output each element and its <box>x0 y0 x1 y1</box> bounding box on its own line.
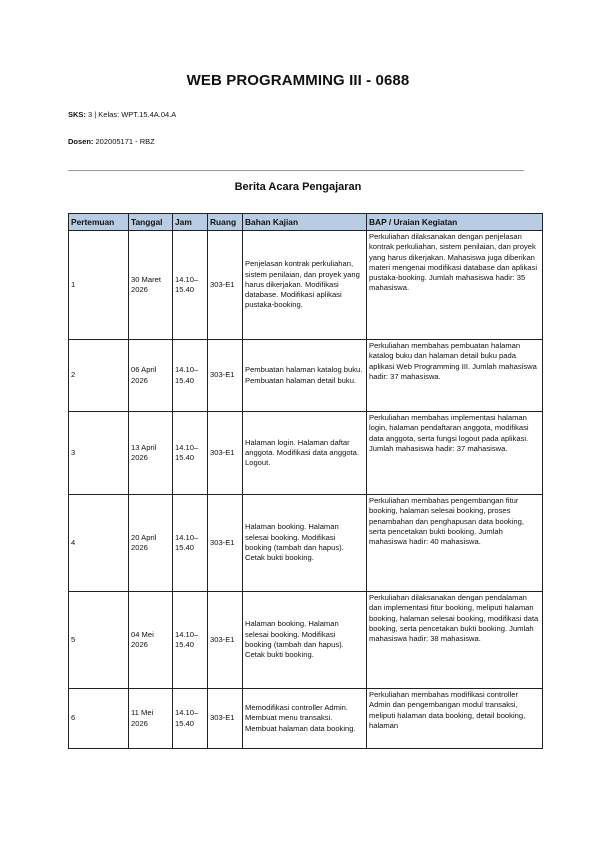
cell-bahan-kajian: Pembuatan halaman katalog buku. Pembuatan halaman detail buku. <box>243 340 367 412</box>
table-row <box>69 495 543 592</box>
cell-pertemuan: 3 <box>69 412 129 495</box>
cell-bahan-kajian: Halaman login. Halaman daftar anggota. Modifikasi data anggota. Logout. <box>243 412 367 495</box>
header-bap: BAP / Uraian Kegiatan <box>367 214 543 231</box>
cell-jam: 14.10–15.40 <box>173 412 208 495</box>
cell-tanggal: 11 Mei 2026 <box>129 689 173 749</box>
teaching-report-table <box>68 213 543 749</box>
divider <box>68 170 524 171</box>
cell-bap: Perkuliahan dilaksanakan dengan penjelasan kontrak perkuliahan, sistem penilaian, dan proyek yang harus dikerjakan. Mahasiswa juga diberikan materi mengenai modifikasi database dan aplikasi pustaka-booking. Jumlah mahasiswa hadir: 35 mahasiswa. <box>367 231 543 340</box>
cell-jam: 14.10–15.40 <box>173 592 208 689</box>
cell-ruang: 303-E1 <box>208 689 243 749</box>
cell-tanggal: 06 April 2026 <box>129 340 173 412</box>
cell-bap: Perkuliahan membahas implementasi halaman login, halaman pendaftaran anggota, modifikasi data anggota, serta fungsi logout pada aplikasi. Jumlah mahasiswa hadir: 37 mahasiswa. <box>367 412 543 495</box>
table-row <box>69 412 543 495</box>
cell-tanggal: 13 April 2026 <box>129 412 173 495</box>
table-row <box>69 689 543 749</box>
cell-bahan-kajian: Halaman booking. Halaman selesai booking. Modifikasi booking (tambah dan hapus). Cetak bukti booking. <box>243 592 367 689</box>
cell-tanggal: 20 April 2026 <box>129 495 173 592</box>
class-info-line <box>68 110 176 119</box>
cell-bap: Perkuliahan dilaksanakan dengan pendalaman dan implementasi fitur booking, meliputi halaman booking, halaman selesai booking, modifikasi data booking, serta pencetakan bukti booking. Jumlah mahasiswa hadir: 38 mahasiswa. <box>367 592 543 689</box>
cell-ruang: 303-E1 <box>208 231 243 340</box>
table-row <box>69 340 543 412</box>
cell-ruang: 303-E1 <box>208 340 243 412</box>
cell-bahan-kajian: Halaman booking. Halaman selesai booking. Modifikasi booking (tambah dan hapus). Cetak bukti booking. <box>243 495 367 592</box>
table-header-row <box>69 214 543 231</box>
sks-label: SKS: <box>68 110 86 119</box>
cell-ruang: 303-E1 <box>208 412 243 495</box>
document-title: WEB PROGRAMMING III - 0688 <box>186 72 410 89</box>
cell-bap: Perkuliahan membahas pembuatan halaman katalog buku dan halaman detail buku pada aplikasi Web Programming III. Jumlah mahasiswa hadir: 37 mahasiswa. <box>367 340 543 412</box>
cell-jam: 14.10–15.40 <box>173 340 208 412</box>
cell-pertemuan: 5 <box>69 592 129 689</box>
sks-class-value: 3 | Kelas: WPT.15.4A.04.A <box>88 110 177 119</box>
header-tanggal: Tanggal <box>129 214 173 231</box>
cell-tanggal: 04 Mei 2026 <box>129 592 173 689</box>
header-jam: Jam <box>173 214 208 231</box>
cell-pertemuan: 6 <box>69 689 129 749</box>
table-row <box>69 592 543 689</box>
dosen-label: Dosen: <box>68 137 94 146</box>
cell-bap: Perkuliahan membahas pengembangan fitur booking, halaman selesai booking, proses penambahan dan penghapusan data booking, serta pencetakan bukti booking. Jumlah mahasiswa hadir: 40 mahasiswa. <box>367 495 543 592</box>
cell-bahan-kajian: Memodifikasi controller Admin. Membuat menu transaksi. Membuat halaman data booking. <box>243 689 367 749</box>
table-row <box>69 231 543 340</box>
header-ruang: Ruang <box>208 214 243 231</box>
cell-tanggal: 30 Maret 2026 <box>129 231 173 340</box>
dosen-value: 202005171 - RBZ <box>95 137 155 146</box>
cell-jam: 14.10–15.40 <box>173 231 208 340</box>
cell-ruang: 303-E1 <box>208 495 243 592</box>
header-bahan-kajian: Bahan Kajian <box>243 214 367 231</box>
cell-jam: 14.10–15.40 <box>173 689 208 749</box>
section-title: Berita Acara Pengajaran <box>234 181 362 193</box>
cell-jam: 14.10–15.40 <box>173 495 208 592</box>
cell-pertemuan: 1 <box>69 231 129 340</box>
lecturer-line <box>68 137 155 146</box>
cell-bap: Perkuliahan membahas modifikasi controller Admin dan pengembangan modul transaksi, meliputi halaman data booking, detail booking, halaman <box>367 689 543 749</box>
cell-bahan-kajian: Penjelasan kontrak perkuliahan, sistem penilaian, dan proyek yang harus dikerjakan. Modifikasi database. Modifikasi aplikasi pustaka-booking. <box>243 231 367 340</box>
cell-pertemuan: 4 <box>69 495 129 592</box>
cell-ruang: 303-E1 <box>208 592 243 689</box>
cell-pertemuan: 2 <box>69 340 129 412</box>
header-pertemuan: Pertemuan <box>69 214 129 231</box>
